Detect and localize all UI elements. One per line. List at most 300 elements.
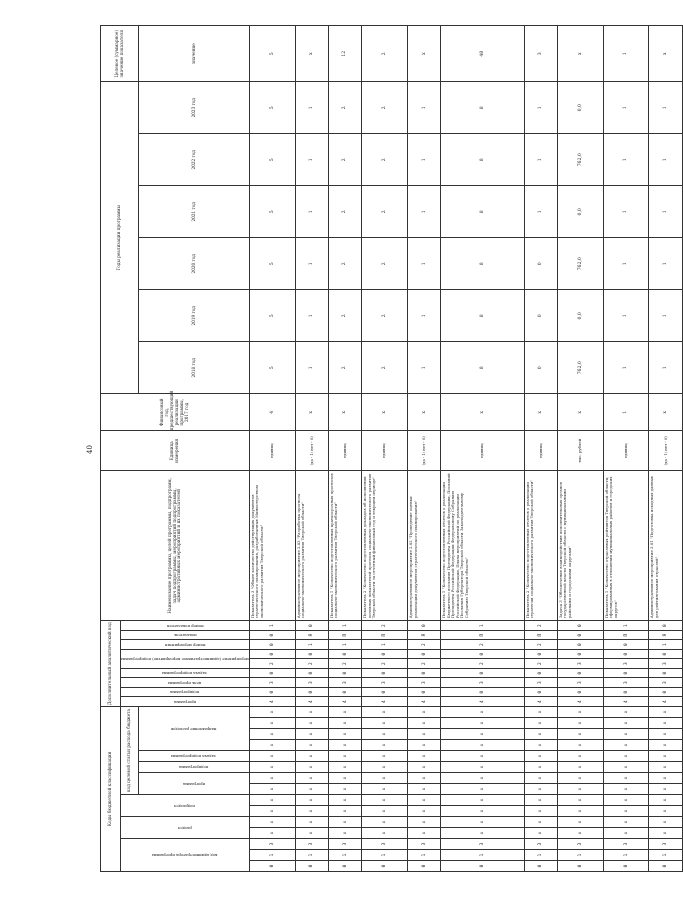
analytic-digit-cell: 2: [524, 659, 557, 669]
year-value-cell: 2: [328, 290, 361, 342]
analytic-digit-cell: 3: [649, 678, 682, 688]
header-a-tsel: цель программы: [121, 678, 250, 688]
year-value-cell: 5: [249, 342, 295, 394]
year-value-cell: 5: [249, 238, 295, 290]
table-row: [524, 26, 557, 872]
code-digit-cell: x: [557, 828, 603, 839]
header-podprogramma: подпрограмма: [139, 762, 250, 773]
year-value-cell: 0,0: [557, 186, 603, 238]
code-digit-cell: x: [249, 784, 295, 795]
base-year-cell: 1: [603, 394, 649, 431]
year-value-cell: 1: [649, 134, 682, 186]
code-digit-cell: x: [328, 817, 361, 828]
code-digit-cell: x: [524, 740, 557, 751]
unit-cell: единиц: [524, 431, 557, 471]
analytic-digit-cell: 3: [649, 659, 682, 669]
analytic-digit-cell: 2: [524, 621, 557, 631]
code-digit-cell: x: [295, 828, 328, 839]
analytic-digit-cell: 3: [408, 678, 441, 688]
code-digit-cell: x: [328, 806, 361, 817]
analytic-digit-cell: П: [603, 630, 649, 640]
target-value-cell: x: [557, 26, 603, 82]
code-digit-cell: x: [524, 795, 557, 806]
header-budget-codes: Коды бюджетной классификации: [101, 706, 121, 871]
code-digit-cell: x: [441, 773, 524, 784]
code-digit-cell: 3: [649, 839, 682, 850]
program-indicators-table: [100, 25, 683, 872]
year-value-cell: 0: [524, 342, 557, 394]
header-year-2: 2019 год: [139, 290, 250, 342]
code-digit-cell: 1: [295, 850, 328, 861]
analytic-digit-cell: 4: [249, 697, 295, 707]
header-year-6: 2023 год: [139, 82, 250, 134]
year-value-cell: 2: [362, 290, 408, 342]
code-digit-cell: x: [249, 718, 295, 729]
code-digit-cell: x: [408, 762, 441, 773]
header-a-meropriyatie: мероприятие (административное мероприятие) подпрограммы: [121, 649, 250, 668]
code-digit-cell: x: [408, 706, 441, 717]
table-row: [603, 26, 649, 872]
header-target-value: Целевое (суммарное) значение показателя: [101, 26, 139, 82]
code-digit-cell: x: [408, 751, 441, 762]
code-digit-cell: x: [295, 773, 328, 784]
code-digit-cell: x: [557, 751, 603, 762]
analytic-digit-cell: 0: [557, 649, 603, 659]
year-value-cell: 1: [295, 342, 328, 394]
analytic-digit-cell: 3: [524, 678, 557, 688]
header-a-podprogramma: подпрограмма: [121, 687, 250, 697]
year-value-cell: 1: [408, 186, 441, 238]
code-digit-cell: x: [649, 806, 682, 817]
year-value-cell: 1: [603, 186, 649, 238]
unit-cell: (да - 1/ нет - 0): [295, 431, 328, 471]
analytic-digit-cell: 3: [557, 659, 603, 669]
base-year-cell: x: [408, 394, 441, 431]
code-digit-cell: x: [362, 828, 408, 839]
code-digit-cell: x: [362, 817, 408, 828]
code-digit-cell: x: [249, 828, 295, 839]
code-digit-cell: 3: [295, 839, 328, 850]
analytic-digit-cell: 0: [557, 621, 603, 631]
code-digit-cell: 3: [362, 839, 408, 850]
page-number: 40: [86, 445, 94, 454]
code-digit-cell: x: [362, 806, 408, 817]
code-digit-cell: x: [603, 773, 649, 784]
header-year-1: 2018 год: [139, 342, 250, 394]
analytic-digit-cell: 0: [328, 668, 361, 678]
item-name-cell: Административное мероприятие 2.03 "Разработка прогноза социально-экономического развития Тверской области": [295, 471, 328, 621]
code-digit-cell: x: [649, 718, 682, 729]
base-year-cell: x: [362, 394, 408, 431]
unit-cell: (да - 1/ нет - 0): [408, 431, 441, 471]
code-digit-cell: x: [328, 751, 361, 762]
code-digit-cell: x: [295, 795, 328, 806]
code-digit-cell: x: [362, 795, 408, 806]
code-digit-cell: x: [295, 729, 328, 740]
code-digit-cell: x: [441, 740, 524, 751]
code-digit-cell: x: [295, 817, 328, 828]
code-digit-cell: 3: [524, 839, 557, 850]
code-digit-cell: x: [603, 784, 649, 795]
target-value-cell: x: [649, 26, 682, 82]
code-digit-cell: 0: [249, 861, 295, 872]
code-digit-cell: x: [328, 740, 361, 751]
year-value-cell: 1: [603, 290, 649, 342]
code-digit-cell: x: [557, 795, 603, 806]
analytic-digit-cell: 0: [362, 649, 408, 659]
header-year-5: 2022 год: [139, 134, 250, 186]
header-a-zadacha: задача подпрограммы: [121, 668, 250, 678]
target-value-cell: x: [295, 26, 328, 82]
analytic-digit-cell: 0: [603, 668, 649, 678]
analytic-digit-cell: 2: [441, 640, 524, 650]
code-digit-cell: 0: [328, 861, 361, 872]
code-digit-cell: x: [603, 740, 649, 751]
code-digit-cell: 1: [441, 850, 524, 861]
code-digit-cell: x: [249, 773, 295, 784]
year-value-cell: 1: [295, 186, 328, 238]
code-digit-cell: x: [603, 729, 649, 740]
code-digit-cell: x: [649, 740, 682, 751]
analytic-digit-cell: П: [328, 630, 361, 640]
year-value-cell: 2: [362, 186, 408, 238]
analytic-digit-cell: 0: [441, 668, 524, 678]
code-digit-cell: x: [649, 817, 682, 828]
code-digit-cell: 1: [649, 850, 682, 861]
year-value-cell: 2: [362, 82, 408, 134]
year-value-cell: 5: [249, 134, 295, 186]
code-digit-cell: x: [249, 751, 295, 762]
year-value-cell: 1: [649, 342, 682, 394]
analytic-digit-cell: 2: [295, 659, 328, 669]
code-digit-cell: x: [441, 751, 524, 762]
analytic-digit-cell: 2: [362, 621, 408, 631]
item-name-cell: Административное мероприятие 2.02 "Проведение оценки реализации документов стратегического планирования": [408, 471, 441, 621]
target-value-cell: 5: [249, 26, 295, 82]
code-digit-cell: 0: [295, 861, 328, 872]
code-digit-cell: x: [328, 773, 361, 784]
year-value-cell: 1: [524, 134, 557, 186]
header-programma: программа: [139, 773, 250, 795]
year-value-cell: 1: [408, 82, 441, 134]
unit-cell: единиц: [328, 431, 361, 471]
item-name-cell: Показатель 1 "Количество подготовленных краткосрочных прогнозов социально-экономического развития Тверской области": [328, 471, 361, 621]
year-value-cell: 5: [249, 82, 295, 134]
document-page: [100, 29, 669, 872]
code-digit-cell: x: [408, 828, 441, 839]
year-value-cell: 762,0: [557, 134, 603, 186]
code-digit-cell: x: [557, 729, 603, 740]
item-name-cell: Показатель 2 "Количество подготовленных докладов об исполнении основных показателей прогноза социально-экономического развития Тверской области за отчетный финансовый год и текущем периоде": [362, 471, 408, 621]
year-value-cell: 1: [408, 134, 441, 186]
code-digit-cell: x: [603, 828, 649, 839]
analytic-digit-cell: 4: [649, 697, 682, 707]
code-digit-cell: x: [249, 729, 295, 740]
code-digit-cell: x: [649, 773, 682, 784]
code-digit-cell: 0: [408, 861, 441, 872]
code-digit-cell: 0: [649, 861, 682, 872]
code-digit-cell: 3: [328, 839, 361, 850]
analytic-digit-cell: Я: [295, 630, 328, 640]
analytic-digit-cell: 1: [441, 621, 524, 631]
year-value-cell: 762,0: [557, 238, 603, 290]
header-podrazdel: подраздел: [121, 795, 250, 817]
year-value-cell: 8: [441, 342, 524, 394]
code-digit-cell: x: [649, 828, 682, 839]
year-value-cell: 8: [441, 82, 524, 134]
code-digit-cell: x: [295, 718, 328, 729]
code-digit-cell: x: [408, 718, 441, 729]
table-row: [362, 26, 408, 872]
analytic-digit-cell: 0: [249, 668, 295, 678]
analytic-digit-cell: 0: [557, 687, 603, 697]
header-base-year: Финансовый год, предшествующий реализации программы, 2017 год: [101, 394, 250, 431]
analytic-digit-cell: 0: [408, 649, 441, 659]
analytic-digit-cell: 0: [603, 687, 649, 697]
analytic-digit-cell: 4: [603, 697, 649, 707]
table-header: [101, 26, 250, 872]
code-digit-cell: x: [362, 729, 408, 740]
analytic-digit-cell: 2: [249, 659, 295, 669]
code-digit-cell: 3: [441, 839, 524, 850]
header-admin-code: код администратора программы: [121, 839, 250, 872]
target-value-cell: 1: [603, 26, 649, 82]
code-digit-cell: x: [249, 740, 295, 751]
analytic-digit-cell: 0: [249, 640, 295, 650]
year-value-cell: 2: [362, 238, 408, 290]
analytic-digit-cell: Я: [408, 630, 441, 640]
year-value-cell: 0: [524, 238, 557, 290]
code-digit-cell: x: [557, 718, 603, 729]
header-analytic-code: Дополнительный аналитический код: [101, 621, 121, 707]
analytic-digit-cell: 3: [295, 678, 328, 688]
year-value-cell: 1: [408, 342, 441, 394]
code-digit-cell: x: [524, 806, 557, 817]
year-value-cell: 5: [249, 290, 295, 342]
code-digit-cell: x: [441, 729, 524, 740]
code-digit-cell: x: [524, 751, 557, 762]
item-name-cell: Показатель 2 "Количество подготовленных отчетов о реализации стратегии социально-экономического развития Тверской области": [524, 471, 557, 621]
code-digit-cell: x: [524, 718, 557, 729]
year-value-cell: 2: [328, 82, 361, 134]
code-digit-cell: 1: [557, 850, 603, 861]
analytic-digit-cell: 0: [441, 649, 524, 659]
year-value-cell: 1: [603, 82, 649, 134]
code-digit-cell: 1: [524, 850, 557, 861]
code-digit-cell: x: [649, 729, 682, 740]
unit-cell: единиц: [362, 431, 408, 471]
analytic-digit-cell: 2: [524, 640, 557, 650]
code-digit-cell: 3: [249, 839, 295, 850]
analytic-digit-cell: П: [362, 630, 408, 640]
year-value-cell: 2: [328, 342, 361, 394]
analytic-digit-cell: 1: [328, 621, 361, 631]
code-digit-cell: x: [249, 817, 295, 828]
code-digit-cell: 1: [362, 850, 408, 861]
analytic-digit-cell: 0: [328, 649, 361, 659]
analytic-digit-cell: 1: [328, 640, 361, 650]
analytic-digit-cell: 0: [249, 687, 295, 697]
year-value-cell: 8: [441, 186, 524, 238]
analytic-digit-cell: 0: [295, 687, 328, 697]
analytic-digit-cell: 0: [295, 668, 328, 678]
code-digit-cell: 0: [557, 861, 603, 872]
analytic-digit-cell: 0: [524, 668, 557, 678]
code-digit-cell: 3: [408, 839, 441, 850]
analytic-digit-cell: 0: [649, 649, 682, 659]
code-digit-cell: x: [328, 795, 361, 806]
analytic-digit-cell: 1: [362, 640, 408, 650]
analytic-digit-cell: 4: [362, 697, 408, 707]
code-digit-cell: x: [441, 795, 524, 806]
item-name-cell: Показатель 3 "Общее количество действующих документов стратегического планирования, разработанных Министерством экономического развития Тверской области": [249, 471, 295, 621]
code-digit-cell: 0: [362, 861, 408, 872]
header-a-nomer-meropr: номер мероприятия: [121, 640, 250, 650]
code-digit-cell: x: [603, 718, 649, 729]
header-name: Наименование программы, целей программы, подпрограмм, задач подпрограммы, мероприятий подпрограммы, административных мероприятий и их показателей: [101, 471, 250, 621]
header-razdel: раздел: [121, 817, 250, 839]
analytic-digit-cell: 0: [557, 640, 603, 650]
code-digit-cell: x: [362, 718, 408, 729]
code-digit-cell: x: [649, 706, 682, 717]
year-value-cell: 0,0: [557, 290, 603, 342]
code-digit-cell: x: [441, 762, 524, 773]
analytic-digit-cell: 0: [649, 668, 682, 678]
unit-cell: единиц: [249, 431, 295, 471]
code-digit-cell: x: [328, 718, 361, 729]
analytic-digit-cell: 3: [603, 678, 649, 688]
code-digit-cell: x: [295, 806, 328, 817]
code-digit-cell: x: [557, 817, 603, 828]
header-zadacha: задача подпрограммы: [139, 751, 250, 762]
header-years-group: Годы реализации программы: [101, 82, 139, 394]
item-name-cell: Задача 3 "Обеспечение взаимодействия исполнительных органов государственной власти Тверской области с муниципальными районами и городскими округами": [557, 471, 603, 621]
code-digit-cell: x: [249, 706, 295, 717]
base-year-cell: x: [295, 394, 328, 431]
code-digit-cell: 3: [557, 839, 603, 850]
analytic-digit-cell: 0: [649, 621, 682, 631]
year-value-cell: 2: [362, 134, 408, 186]
table-row: [557, 26, 603, 872]
analytic-digit-cell: 0: [649, 687, 682, 697]
analytic-digit-cell: 0: [408, 668, 441, 678]
analytic-digit-cell: 0: [295, 621, 328, 631]
code-digit-cell: x: [328, 784, 361, 795]
code-digit-cell: x: [557, 784, 603, 795]
analytic-digit-cell: 3: [603, 659, 649, 669]
unit-cell: тыс. рублей: [557, 431, 603, 471]
analytic-digit-cell: 0: [295, 649, 328, 659]
analytic-digit-cell: 0: [362, 687, 408, 697]
code-digit-cell: x: [524, 762, 557, 773]
year-value-cell: 1: [295, 134, 328, 186]
analytic-digit-cell: 0: [441, 687, 524, 697]
code-digit-cell: x: [524, 706, 557, 717]
year-value-cell: 2: [328, 186, 361, 238]
code-digit-cell: x: [441, 828, 524, 839]
code-digit-cell: x: [649, 784, 682, 795]
base-year-cell: x: [524, 394, 557, 431]
header-unit: Единица измерения: [101, 431, 250, 471]
analytic-digit-cell: 0: [557, 630, 603, 640]
code-digit-cell: x: [649, 795, 682, 806]
code-digit-cell: x: [603, 751, 649, 762]
base-year-cell: x: [557, 394, 603, 431]
analytic-digit-cell: 3: [557, 678, 603, 688]
base-year-cell: 4: [249, 394, 295, 431]
code-digit-cell: x: [362, 784, 408, 795]
code-digit-cell: x: [295, 784, 328, 795]
code-digit-cell: x: [603, 806, 649, 817]
analytic-digit-cell: 2: [328, 659, 361, 669]
table-row: [295, 26, 328, 872]
target-value-cell: 3: [524, 26, 557, 82]
analytic-digit-cell: 0: [524, 687, 557, 697]
code-digit-cell: x: [408, 784, 441, 795]
analytic-digit-cell: 2: [408, 659, 441, 669]
code-digit-cell: x: [295, 740, 328, 751]
analytic-digit-cell: 1: [649, 640, 682, 650]
code-digit-cell: x: [249, 795, 295, 806]
code-digit-cell: x: [649, 762, 682, 773]
analytic-digit-cell: П: [524, 630, 557, 640]
code-digit-cell: x: [603, 762, 649, 773]
code-digit-cell: 1: [328, 850, 361, 861]
code-digit-cell: x: [362, 740, 408, 751]
code-digit-cell: x: [441, 784, 524, 795]
year-value-cell: 1: [649, 82, 682, 134]
year-value-cell: 8: [441, 238, 524, 290]
code-digit-cell: x: [408, 773, 441, 784]
code-digit-cell: x: [362, 751, 408, 762]
rotated-table-container: [100, 29, 669, 872]
code-digit-cell: x: [328, 828, 361, 839]
year-value-cell: 1: [295, 82, 328, 134]
unit-cell: (да - 1/ нет - 0): [649, 431, 682, 471]
analytic-digit-cell: 3: [441, 678, 524, 688]
code-digit-cell: x: [557, 740, 603, 751]
code-digit-cell: x: [649, 751, 682, 762]
header-a-nomer-pokaz: номер показателя: [121, 621, 250, 631]
year-value-cell: 1: [408, 238, 441, 290]
header-target-article: код целевой статьи расхода бюджета: [121, 706, 139, 794]
analytic-digit-cell: 0: [603, 640, 649, 650]
code-digit-cell: x: [295, 706, 328, 717]
base-year-cell: x: [441, 394, 524, 431]
analytic-digit-cell: 0: [557, 668, 603, 678]
code-digit-cell: x: [295, 751, 328, 762]
analytic-digit-cell: 4: [524, 697, 557, 707]
code-digit-cell: x: [524, 828, 557, 839]
year-value-cell: 2: [328, 134, 361, 186]
header-value: значение: [139, 26, 250, 82]
analytic-digit-cell: 0: [524, 649, 557, 659]
base-year-cell: x: [649, 394, 682, 431]
analytic-digit-cell: 1: [603, 621, 649, 631]
year-value-cell: 1: [603, 238, 649, 290]
code-digit-cell: 0: [524, 861, 557, 872]
code-digit-cell: x: [441, 806, 524, 817]
analytic-digit-cell: 0: [362, 668, 408, 678]
code-digit-cell: x: [524, 817, 557, 828]
code-digit-cell: x: [603, 817, 649, 828]
unit-cell: единиц: [603, 431, 649, 471]
analytic-digit-cell: П: [441, 630, 524, 640]
analytic-digit-cell: 3: [328, 678, 361, 688]
year-value-cell: 2: [328, 238, 361, 290]
code-digit-cell: x: [441, 718, 524, 729]
analytic-digit-cell: 0: [603, 649, 649, 659]
